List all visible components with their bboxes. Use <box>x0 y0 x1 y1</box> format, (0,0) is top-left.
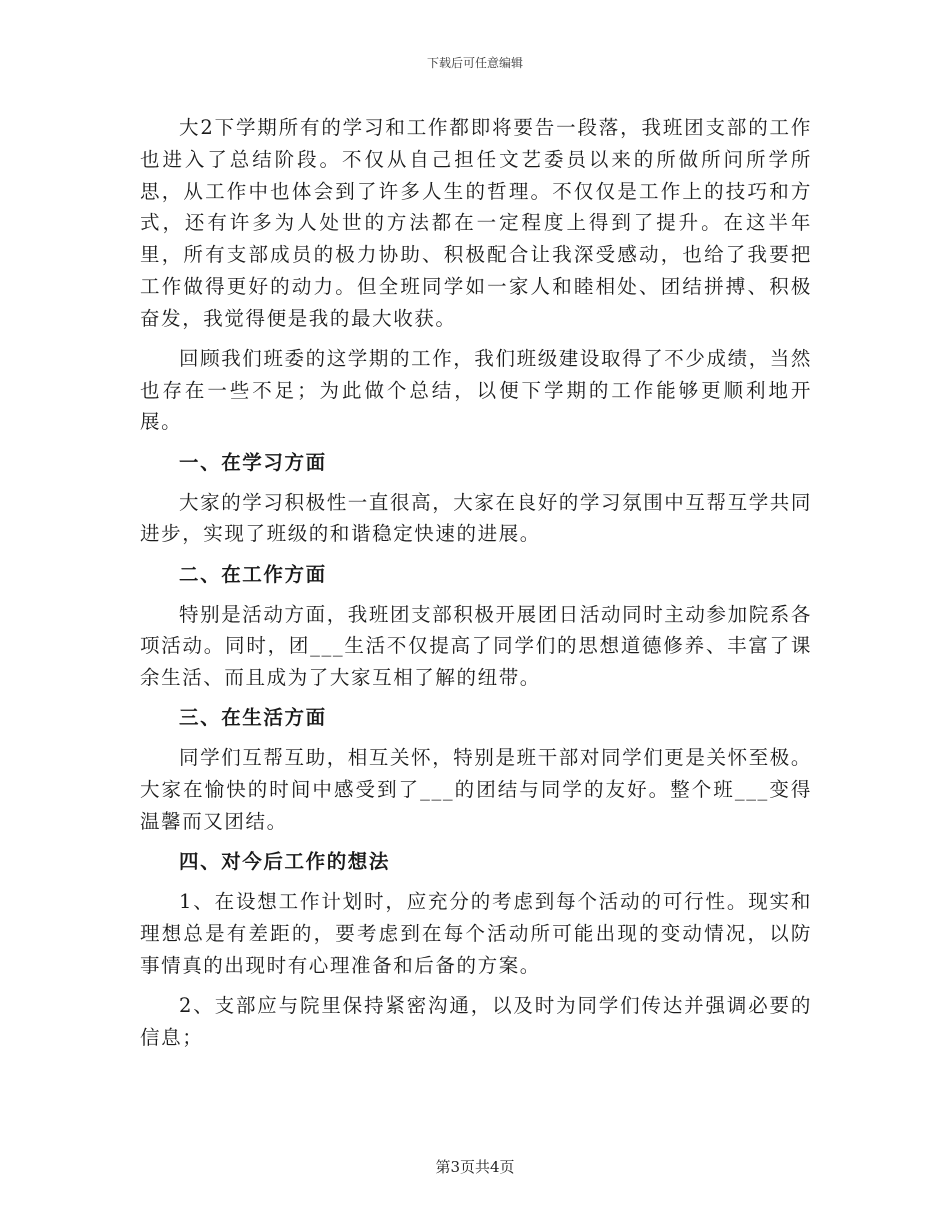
paragraph-intro: 大2下学期所有的学习和工作都即将要告一段落，我班团支部的工作也进入了总结阶段。不仅从自己担任文艺委员以来的所做所问所学所思，从工作中也体会到了许多人生的哲理。不仅仅是工作上的技巧和方式，还有许多为人处世的方法都在一定程度上得到了提升。在这半年里，所有支部成员的极力协助、积极配合让我深受感动，也给了我要把工作做得更好的动力。但全班同学如一家人和睦相处、团结拼搏、积极奋发，我觉得便是我的最大收获。 <box>140 116 812 330</box>
paragraph-study: 大家的学习积极性一直很高，大家在良好的学习氛围中互帮互学共同进步，实现了班级的和谐稳定快速的进展。 <box>140 490 813 546</box>
heading-study: 一、在学习方面 <box>179 450 327 474</box>
paragraph-life: 同学们互帮互助，相互关怀，特别是班干部对同学们更是关怀至极。大家在愉快的时间中感受到了___的团结与同学的友好。整个班___变得温馨而又团结。 <box>140 746 813 834</box>
page-header: 下载后可任意编辑 <box>426 56 523 70</box>
paragraph-work: 特别是活动方面，我班团支部积极开展团日活动同时主动参加院系各项活动。同时，团___生活不仅提高了同学们的思想道德修养、丰富了课余生活、而且成为了大家互相了解的纽带。 <box>140 602 813 690</box>
paragraph-future-2: 2、支部应与院里保持紧密沟通，以及时为同学们传达并强调必要的信息； <box>140 993 812 1049</box>
heading-future: 四、对今后工作的想法 <box>179 850 391 874</box>
paragraph-review: 回顾我们班委的这学期的工作，我们班级建设取得了不少成绩，当然也存在一些不足；为此做个总结，以便下学期的工作能够更顺利地开展。 <box>140 346 813 434</box>
document-body <box>140 112 812 1053</box>
heading-work: 二、在工作方面 <box>179 562 327 586</box>
heading-life: 三、在生活方面 <box>179 706 327 730</box>
paragraph-future-1: 1、在设想工作计划时，应充分的考虑到每个活动的可行性。现实和理想总是有差距的，要考虑到在每个活动所可能出现的变动情况，以防事情真的出现时有心理准备和后备的方案。 <box>140 890 812 977</box>
page-number: 第3页共4页 <box>435 1158 515 1176</box>
